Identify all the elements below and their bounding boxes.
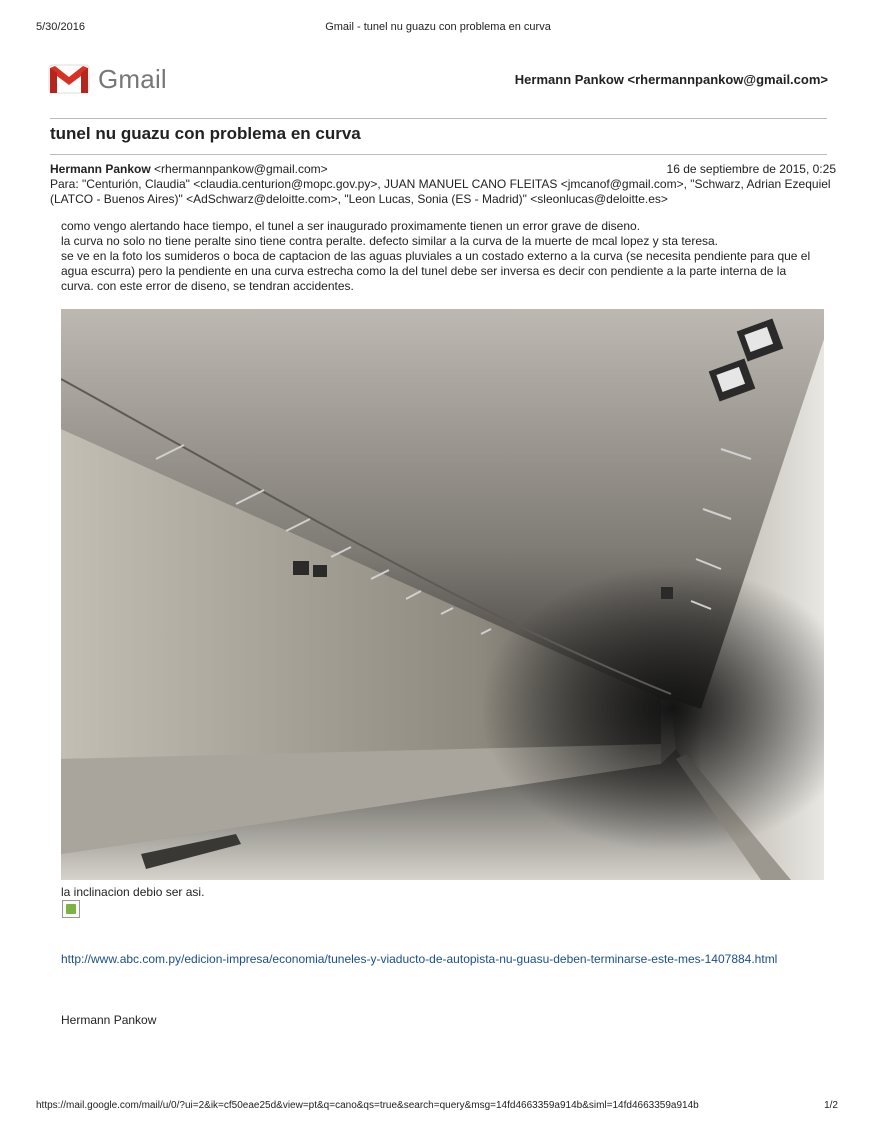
message-subject: tunel nu guazu con problema en curva	[50, 124, 361, 143]
account-label: Hermann Pankow <rhermannpankow@gmail.com>	[514, 72, 828, 87]
sender-name: Hermann Pankow	[50, 162, 151, 176]
body-line: como vengo alertando hace tiempo, el tunel a ser inaugurado proximamente tienen un error grave de diseno.	[61, 219, 641, 233]
gmail-wordmark: Gmail	[98, 63, 167, 94]
print-footer-url: https://mail.google.com/mail/u/0/?ui=2&ik=cf50eae25d&view=pt&q=cano&qs=true&search=query&msg=14fd4663359a914b&siml=14fd4663359a914b	[36, 1100, 699, 1111]
message-meta	[50, 162, 836, 207]
print-date: 5/30/2016	[36, 21, 85, 33]
divider-top	[50, 118, 827, 119]
print-title: Gmail - tunel nu guazu con problema en curva	[325, 21, 551, 33]
tunnel-photo	[61, 309, 824, 880]
sender-row	[50, 162, 836, 177]
divider-subject	[50, 154, 827, 155]
print-page-number: 1/2	[824, 1100, 838, 1111]
body-line: la curva no solo no tiene peralte sino tiene contra peralte. defecto similar a la curva de la muerte de mcal lopez y sta teresa.	[61, 234, 719, 248]
article-link[interactable]: http://www.abc.com.py/edicion-impresa/economia/tuneles-y-viaducto-de-autopista-nu-guasu-deben-terminarse-este-mes-1407884.html	[61, 952, 778, 966]
sender-email: <rhermannpankow@gmail.com>	[154, 162, 328, 176]
gmail-logo[interactable]	[48, 62, 174, 96]
message-date: 16 de septiembre de 2015, 0:25	[666, 162, 836, 176]
broken-image-icon	[62, 900, 80, 918]
sender	[50, 162, 328, 177]
message-body	[61, 219, 821, 294]
body-line: se ve en la foto los sumideros o boca de captacion de las aguas pluviales a un costado externo a la curva (se necesita pendiente para que el agua escurra) pero la pendiente en una curva estrecha como la del tunel debe ser inversa es decir con pendiente a la parte interna de la curva. con este error de diseno, se tendran accidentes.	[61, 249, 811, 293]
gmail-m-icon	[48, 63, 90, 95]
photo-caption: la inclinacion debio ser asi.	[61, 885, 205, 899]
recipients: Para: "Centurión, Claudia" <claudia.centurion@mopc.gov.py>, JUAN MANUEL CANO FLEITAS <jmcanof@gmail.com>, "Schwarz, Adrian Ezequiel (LATCO - Buenos Aires)" <AdSchwarz@deloitte.com>, "Leon Lucas, Sonia (ES - Madrid)" <sleonlucas@deloitte.es>	[50, 177, 831, 206]
signature: Hermann Pankow	[61, 1013, 157, 1027]
